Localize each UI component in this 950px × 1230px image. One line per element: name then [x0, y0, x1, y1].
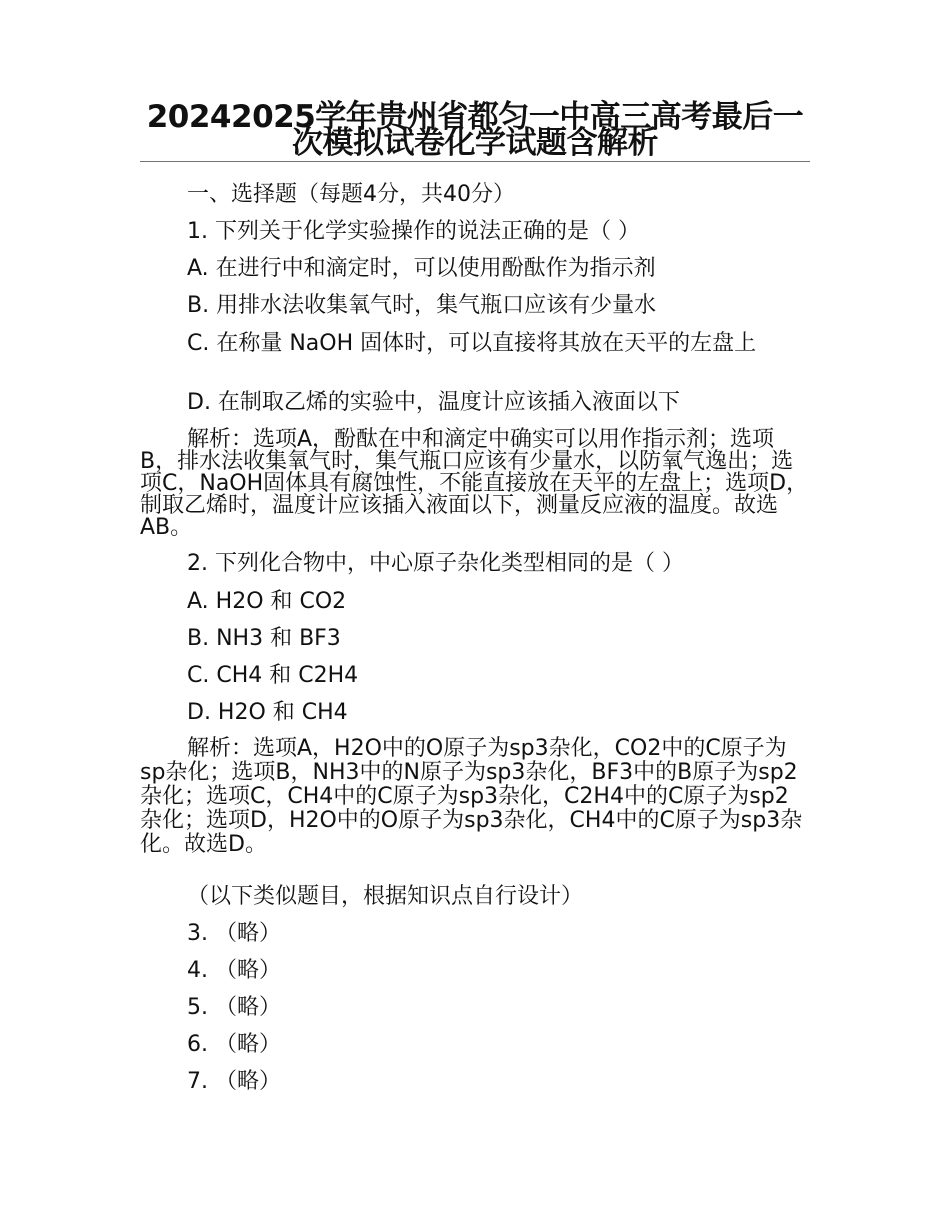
question-1-option-d: D. 在制取乙烯的实验中，温度计应该插入液面以下 — [187, 390, 680, 415]
omitted-question-3: 3. （略） — [187, 921, 281, 946]
title-underline — [140, 161, 810, 162]
design-note: （以下类似题目，根据知识点自行设计） — [187, 884, 584, 909]
question-2-option-b: B. NH3 和 BF3 — [187, 626, 341, 651]
omitted-question-7: 7. （略） — [187, 1069, 281, 1094]
section-heading: 一、选择题（每题4分，共40分） — [187, 182, 515, 207]
question-1-option-b: B. 用排水法收集氧气时，集气瓶口应该有少量水 — [187, 293, 657, 318]
question-2-analysis: 解析：选项A，H2O中的O原子为sp3杂化，CO2中的C原子为sp杂化；选项B，NH3中的N原子为sp3杂化，BF3中的B原子为sp2杂化；选项C，CH4中的C原子为sp3杂化，C2H4中的C原子为sp2杂化；选项D，H2O中的O原子为sp3杂化，CH4中的C原子为sp3杂化。故选D。 — [140, 736, 803, 857]
question-2-option-a: A. H2O 和 CO2 — [187, 589, 347, 614]
question-2-stem: 2. 下列化合物中，中心原子杂化类型相同的是（ ） — [187, 551, 684, 576]
question-1-stem: 1. 下列关于化学实验操作的说法正确的是（ ） — [187, 219, 640, 244]
question-2-option-c: C. CH4 和 C2H4 — [187, 663, 359, 688]
question-1-option-c: C. 在称量 NaOH 固体时，可以直接将其放在天平的左盘上 — [187, 331, 757, 356]
question-1-option-a: A. 在进行中和滴定时，可以使用酚酞作为指示剂 — [187, 256, 656, 281]
document-title: 20242025学年贵州省都匀一中高三高考最后一次模拟试卷化学试题含解析 — [146, 99, 804, 161]
omitted-question-4: 4. （略） — [187, 958, 281, 983]
question-2-option-d: D. H2O 和 CH4 — [187, 700, 348, 725]
omitted-question-5: 5. （略） — [187, 995, 281, 1020]
question-1-analysis: 解析：选项A，酚酞在中和滴定中确实可以用作指示剂；选项B，排水法收集氧气时，集气瓶口应该有少量水，以防氧气逸出；选项C，NaOH固体具有腐蚀性，不能直接放在天平的左盘上；选项D，制取乙烯时，温度计应该插入液面以下，测量反应液的温度。故选AB。 — [140, 427, 809, 540]
omitted-question-6: 6. （略） — [187, 1032, 281, 1057]
